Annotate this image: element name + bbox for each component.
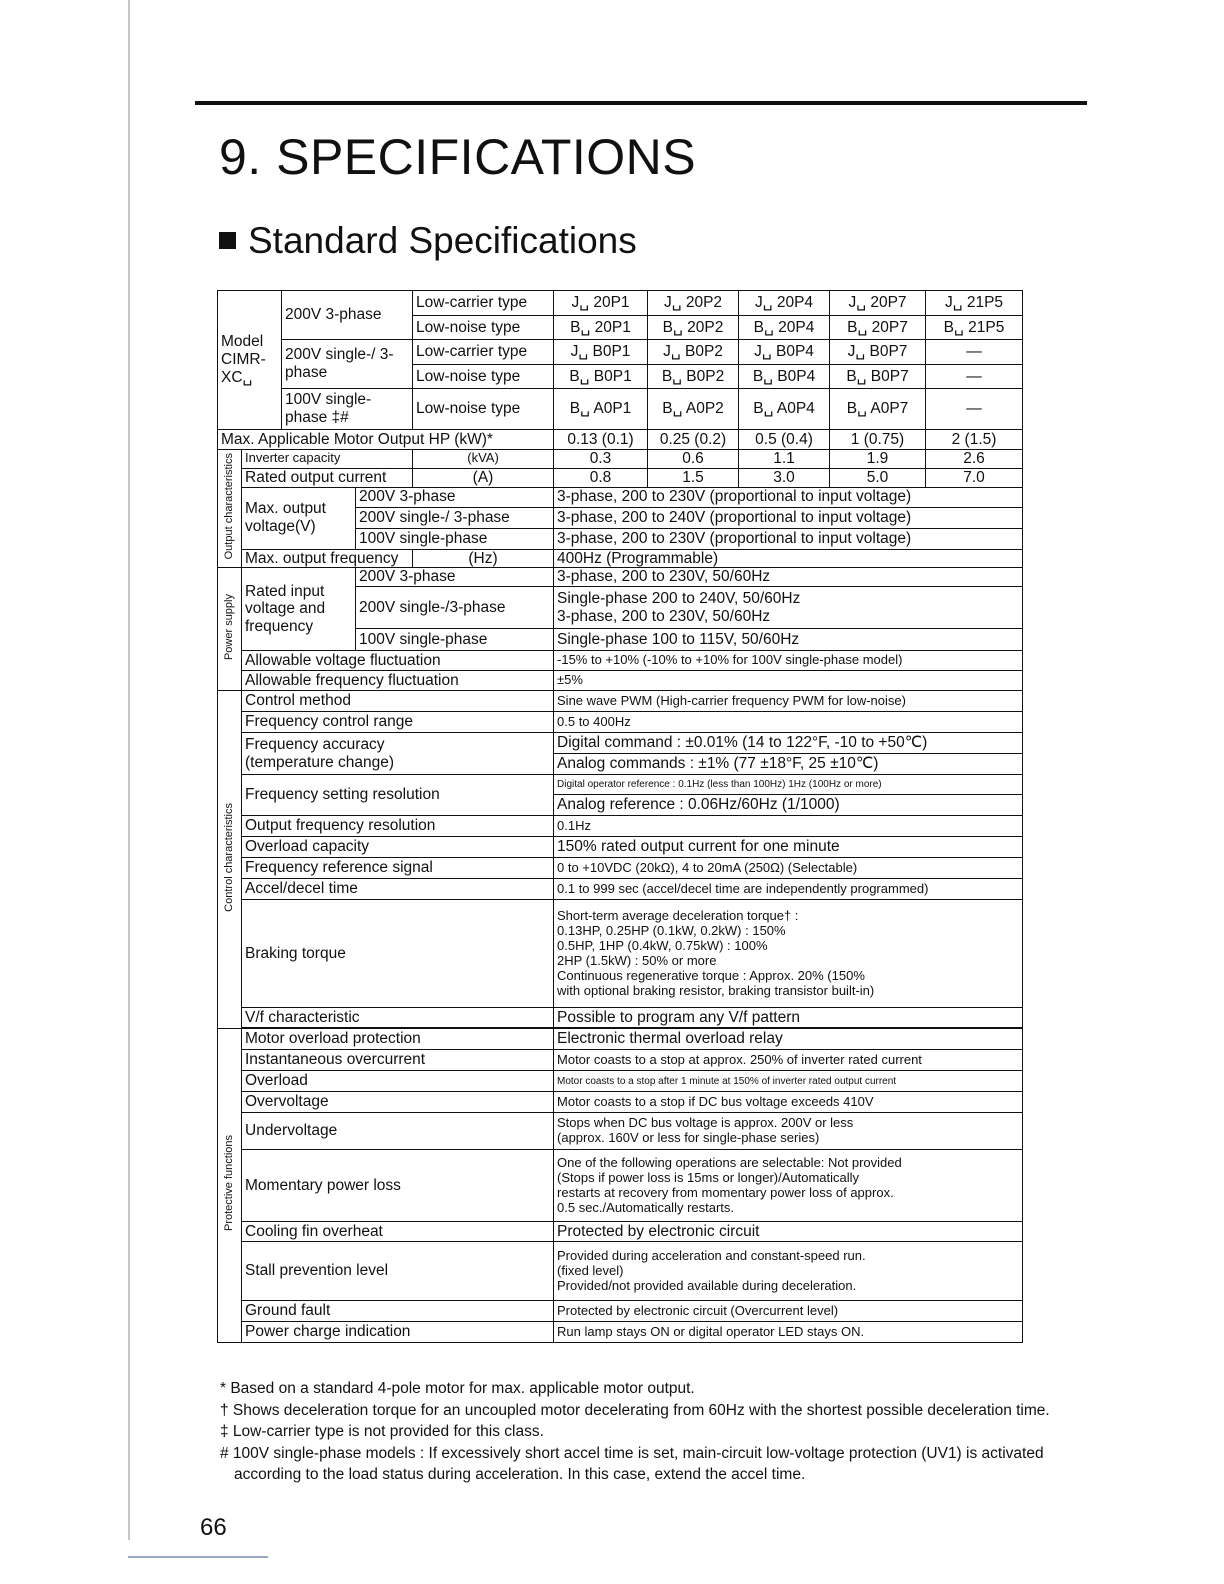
model-cell: B␣ A0P2 bbox=[648, 389, 739, 430]
protective-section-label: Protective functions bbox=[223, 1135, 236, 1232]
row-label: Motor overload protection bbox=[242, 1029, 554, 1050]
value-line: Continuous regenerative torque : Approx. 20% (150% bbox=[557, 967, 865, 983]
label-line: Frequency accuracy bbox=[245, 735, 385, 753]
row-label: Allowable frequency fluctuation bbox=[242, 671, 554, 691]
row-label: Accel/decel time bbox=[242, 879, 554, 900]
value-line: with optional braking resistor, braking transistor built-in) bbox=[557, 982, 875, 998]
protective-section bbox=[218, 1029, 242, 1343]
capacity-cell: 0.6 bbox=[648, 450, 739, 469]
model-group: 200V single-/ 3-phase bbox=[282, 340, 413, 389]
model-cell: B␣ B0P2 bbox=[648, 365, 739, 389]
row-label: Inverter capacity bbox=[242, 450, 413, 469]
value-line: Provided during acceleration and constant-speed run. bbox=[557, 1247, 866, 1263]
model-cell: J␣ B0P1 bbox=[554, 340, 648, 365]
current-cell: 3.0 bbox=[739, 468, 830, 487]
table-row bbox=[218, 1150, 1023, 1222]
value-cell: Motor coasts to a stop at approx. 250% of inverter rated current bbox=[554, 1050, 1023, 1071]
footnote: ‡ Low-carrier type is not provided for this class. bbox=[220, 1423, 544, 1440]
footnotes bbox=[220, 1378, 1080, 1486]
table-row bbox=[218, 389, 1023, 430]
table-row bbox=[218, 1242, 1023, 1301]
value-cell: 400Hz (Programmable) bbox=[554, 549, 1023, 568]
model-type: Low-carrier type bbox=[413, 291, 554, 316]
model-cell: B␣ B0P4 bbox=[739, 365, 830, 389]
row-label: Ground fault bbox=[242, 1301, 554, 1322]
output-section bbox=[218, 450, 242, 568]
row-label: Undervoltage bbox=[242, 1113, 554, 1150]
model-cell: B␣ A0P7 bbox=[830, 389, 926, 430]
model-cell: J␣ 20P1 bbox=[554, 291, 648, 316]
output-section-label: Output characteristics bbox=[223, 453, 236, 560]
capacity-cell: 1.1 bbox=[739, 450, 830, 469]
label-line: (temperature change) bbox=[245, 753, 395, 771]
value-cell: Motor coasts to a stop if DC bus voltage exceeds 410V bbox=[554, 1092, 1023, 1113]
table-row bbox=[218, 1222, 1023, 1242]
control-section bbox=[218, 691, 242, 1029]
table-row bbox=[218, 691, 1023, 712]
sub-label: 200V 3-phase bbox=[356, 568, 554, 587]
square-bullet-icon bbox=[219, 232, 236, 249]
model-group: 100V single-phase ‡# bbox=[282, 389, 413, 430]
max-motor-label: Max. Applicable Motor Output HP (kW)* bbox=[218, 430, 554, 450]
model-type: Low-noise type bbox=[413, 365, 554, 389]
value-cell: Motor coasts to a stop after 1 minute at 150% of inverter rated output current bbox=[554, 1071, 1023, 1092]
model-group: 200V 3-phase bbox=[282, 291, 413, 340]
current-cell: 0.8 bbox=[554, 468, 648, 487]
row-label bbox=[242, 733, 554, 775]
value-line: 0.13HP, 0.25HP (0.1kW, 0.2kW) : 150% bbox=[557, 922, 786, 938]
table-row bbox=[218, 1322, 1023, 1343]
capacity-cell: 1.9 bbox=[830, 450, 926, 469]
value-cell: 3-phase, 200 to 230V, 50/60Hz bbox=[554, 568, 1023, 587]
max-motor-cell: 2 (1.5) bbox=[926, 430, 1023, 450]
current-cell: 7.0 bbox=[926, 468, 1023, 487]
row-label: Rated input voltage and frequency bbox=[242, 568, 356, 651]
value-cell bbox=[554, 900, 1023, 1008]
top-rule bbox=[195, 101, 1087, 105]
row-label: Frequency control range bbox=[242, 712, 554, 733]
model-cell: — bbox=[926, 340, 1023, 365]
table-row bbox=[218, 487, 1023, 507]
model-cell: — bbox=[926, 365, 1023, 389]
max-motor-cell: 0.25 (0.2) bbox=[648, 430, 739, 450]
row-unit: (Hz) bbox=[413, 549, 554, 568]
row-label: Momentary power loss bbox=[242, 1150, 554, 1222]
row-label: Overvoltage bbox=[242, 1092, 554, 1113]
footnote: # 100V single-phase models : If excessively short accel time is set, main-circuit low-voltage protection (UV1) is activated according to the load status during acceleration. In this case, extend the accel time. bbox=[220, 1444, 1044, 1483]
sub-label: 200V single-/3-phase bbox=[356, 587, 554, 629]
table-row bbox=[218, 340, 1023, 365]
row-label: Overload bbox=[242, 1071, 554, 1092]
spec-table bbox=[217, 290, 1023, 1343]
value-cell: 0.5 to 400Hz bbox=[554, 712, 1023, 733]
model-cell: B␣ 20P1 bbox=[554, 316, 648, 340]
row-label: Cooling fin overheat bbox=[242, 1222, 554, 1242]
subtitle-text: Standard Specifications bbox=[248, 220, 637, 261]
row-unit: (kVA) bbox=[413, 450, 554, 469]
table-row bbox=[218, 291, 1023, 316]
row-unit: (A) bbox=[413, 468, 554, 487]
value-cell: Possible to program any V/f pattern bbox=[554, 1008, 1023, 1028]
sub-label: 200V single-/ 3-phase bbox=[356, 507, 554, 528]
model-cell: J␣ 20P7 bbox=[830, 291, 926, 316]
value-cell: Analog reference : 0.06Hz/60Hz (1/1000) bbox=[554, 795, 1023, 816]
row-label: Frequency setting resolution bbox=[242, 775, 554, 816]
table-row bbox=[218, 568, 1023, 587]
row-label: Output frequency resolution bbox=[242, 816, 554, 837]
row-label: Allowable voltage fluctuation bbox=[242, 651, 554, 671]
footnote: * Based on a standard 4-pole motor for max. applicable motor output. bbox=[220, 1380, 695, 1397]
value-cell bbox=[554, 587, 1023, 629]
row-label: Power charge indication bbox=[242, 1322, 554, 1343]
table-row bbox=[218, 879, 1023, 900]
table-row bbox=[218, 651, 1023, 671]
table-row bbox=[218, 837, 1023, 858]
value-line: Short-term average deceleration torque† : bbox=[557, 907, 799, 923]
value-cell: -15% to +10% (-10% to +10% for 100V single-phase model) bbox=[554, 651, 1023, 671]
table-row bbox=[218, 468, 1023, 487]
value-line: 0.5 sec./Automatically restarts. bbox=[557, 1199, 735, 1215]
model-cell: J␣ B0P4 bbox=[739, 340, 830, 365]
model-cell: — bbox=[926, 389, 1023, 430]
table-row bbox=[218, 1071, 1023, 1092]
table-row bbox=[218, 450, 1023, 469]
model-cell: B␣ A0P1 bbox=[554, 389, 648, 430]
table-row bbox=[218, 1113, 1023, 1150]
row-label: Overload capacity bbox=[242, 837, 554, 858]
model-type: Low-noise type bbox=[413, 316, 554, 340]
table-row bbox=[218, 1301, 1023, 1322]
value-cell bbox=[554, 1242, 1023, 1301]
value-cell: Digital command : ±0.01% (14 to 122°F, -10 to +50℃) bbox=[554, 733, 1023, 754]
binding-line bbox=[128, 0, 130, 1540]
value-cell bbox=[554, 1150, 1023, 1222]
value-cell: Protected by electronic circuit (Overcurrent level) bbox=[554, 1301, 1023, 1322]
model-cell: B␣ 20P4 bbox=[739, 316, 830, 340]
model-cell: B␣ 20P7 bbox=[830, 316, 926, 340]
model-cell: J␣ 21P5 bbox=[926, 291, 1023, 316]
model-cell: B␣ B0P1 bbox=[554, 365, 648, 389]
table-row bbox=[218, 712, 1023, 733]
value-line: Single-phase 200 to 240V, 50/60Hz bbox=[557, 589, 801, 607]
value-cell: 0.1Hz bbox=[554, 816, 1023, 837]
value-line: (fixed level) bbox=[557, 1262, 624, 1278]
capacity-cell: 2.6 bbox=[926, 450, 1023, 469]
value-cell: 3-phase, 200 to 230V (proportional to input voltage) bbox=[554, 487, 1023, 507]
binding-mark bbox=[128, 1556, 268, 1558]
row-label: Braking torque bbox=[242, 900, 554, 1008]
power-section-label: Power supply bbox=[223, 593, 236, 660]
sub-label: 100V single-phase bbox=[356, 528, 554, 549]
model-cell: B␣ A0P4 bbox=[739, 389, 830, 430]
value-cell: Digital operator reference : 0.1Hz (less than 100Hz) 1Hz (100Hz or more) bbox=[554, 775, 1023, 795]
model-type: Low-noise type bbox=[413, 389, 554, 430]
max-motor-cell: 1 (0.75) bbox=[830, 430, 926, 450]
value-cell: 3-phase, 200 to 240V (proportional to input voltage) bbox=[554, 507, 1023, 528]
value-line: Provided/not provided available during deceleration. bbox=[557, 1277, 857, 1293]
row-label: Rated output current bbox=[242, 468, 413, 487]
table-row bbox=[218, 430, 1023, 450]
model-cell: J␣ B0P2 bbox=[648, 340, 739, 365]
page-title: 9. SPECIFICATIONS bbox=[219, 129, 697, 185]
row-label: Stall prevention level bbox=[242, 1242, 554, 1301]
value-cell: Analog commands : ±1% (77 ±18°F, 25 ±10℃) bbox=[554, 754, 1023, 775]
table-row bbox=[218, 671, 1023, 691]
value-line: (Stops if power loss is 15ms or longer)/Automatically bbox=[557, 1169, 860, 1185]
model-cell: B␣ B0P7 bbox=[830, 365, 926, 389]
model-type: Low-carrier type bbox=[413, 340, 554, 365]
value-cell: ±5% bbox=[554, 671, 1023, 691]
value-line: 0.5HP, 1HP (0.4kW, 0.75kW) : 100% bbox=[557, 937, 768, 953]
capacity-cell: 0.3 bbox=[554, 450, 648, 469]
value-cell: Single-phase 100 to 115V, 50/60Hz bbox=[554, 629, 1023, 651]
max-motor-cell: 0.13 (0.1) bbox=[554, 430, 648, 450]
value-line: One of the following operations are selectable: Not provided bbox=[557, 1154, 902, 1170]
current-cell: 1.5 bbox=[648, 468, 739, 487]
table-row bbox=[218, 1029, 1023, 1050]
sub-label: 100V single-phase bbox=[356, 629, 554, 651]
max-motor-cell: 0.5 (0.4) bbox=[739, 430, 830, 450]
table-row bbox=[218, 1092, 1023, 1113]
value-cell: Electronic thermal overload relay bbox=[554, 1029, 1023, 1050]
model-cell: J␣ 20P4 bbox=[739, 291, 830, 316]
table-row bbox=[218, 775, 1023, 795]
row-label: Control method bbox=[242, 691, 554, 712]
row-label: Frequency reference signal bbox=[242, 858, 554, 879]
value-line: Stops when DC bus voltage is approx. 200V or less bbox=[557, 1115, 854, 1131]
model-cell: B␣ 20P2 bbox=[648, 316, 739, 340]
value-cell: Sine wave PWM (High-carrier frequency PWM for low-noise) bbox=[554, 691, 1023, 712]
value-cell: 0 to +10VDC (20kΩ), 4 to 20mA (250Ω) (Selectable) bbox=[554, 858, 1023, 879]
value-cell: 150% rated output current for one minute bbox=[554, 837, 1023, 858]
table-row bbox=[218, 900, 1023, 1008]
current-cell: 5.0 bbox=[830, 468, 926, 487]
value-cell: Run lamp stays ON or digital operator LED stays ON. bbox=[554, 1322, 1023, 1343]
value-cell bbox=[554, 1113, 1023, 1150]
model-label: Model CIMR-XC␣ bbox=[218, 291, 282, 430]
value-line: 3-phase, 200 to 230V, 50/60Hz bbox=[557, 607, 771, 625]
table-row bbox=[218, 549, 1023, 568]
footnote: † Shows deceleration torque for an uncoupled motor decelerating from 60Hz with the shortest possible deceleration time. bbox=[220, 1401, 1050, 1419]
table-row bbox=[218, 816, 1023, 837]
value-line: restarts at recovery from momentary power loss of approx. bbox=[557, 1184, 894, 1200]
value-cell: 0.1 to 999 sec (accel/decel time are independently programmed) bbox=[554, 879, 1023, 900]
table-row bbox=[218, 733, 1023, 754]
value-cell: 3-phase, 200 to 230V (proportional to input voltage) bbox=[554, 528, 1023, 549]
row-label: Instantaneous overcurrent bbox=[242, 1050, 554, 1071]
control-section-label: Control characteristics bbox=[223, 802, 236, 912]
table-row bbox=[218, 1050, 1023, 1071]
model-cell: J␣ 20P2 bbox=[648, 291, 739, 316]
model-cell: B␣ 21P5 bbox=[926, 316, 1023, 340]
value-line: (approx. 160V or less for single-phase series) bbox=[557, 1130, 820, 1146]
sub-label: 200V 3-phase bbox=[356, 487, 554, 507]
table-row bbox=[218, 858, 1023, 879]
model-cell: J␣ B0P7 bbox=[830, 340, 926, 365]
table-row bbox=[218, 1008, 1023, 1028]
page-number: 66 bbox=[200, 1514, 227, 1541]
row-label: Max. output voltage(V) bbox=[242, 487, 356, 549]
power-section bbox=[218, 568, 242, 691]
row-label: V/f characteristic bbox=[242, 1008, 554, 1028]
section-subtitle bbox=[219, 220, 637, 262]
value-cell: Protected by electronic circuit bbox=[554, 1222, 1023, 1242]
value-line: 2HP (1.5kW) : 50% or more bbox=[557, 952, 717, 968]
row-label: Max. output frequency bbox=[242, 549, 413, 568]
